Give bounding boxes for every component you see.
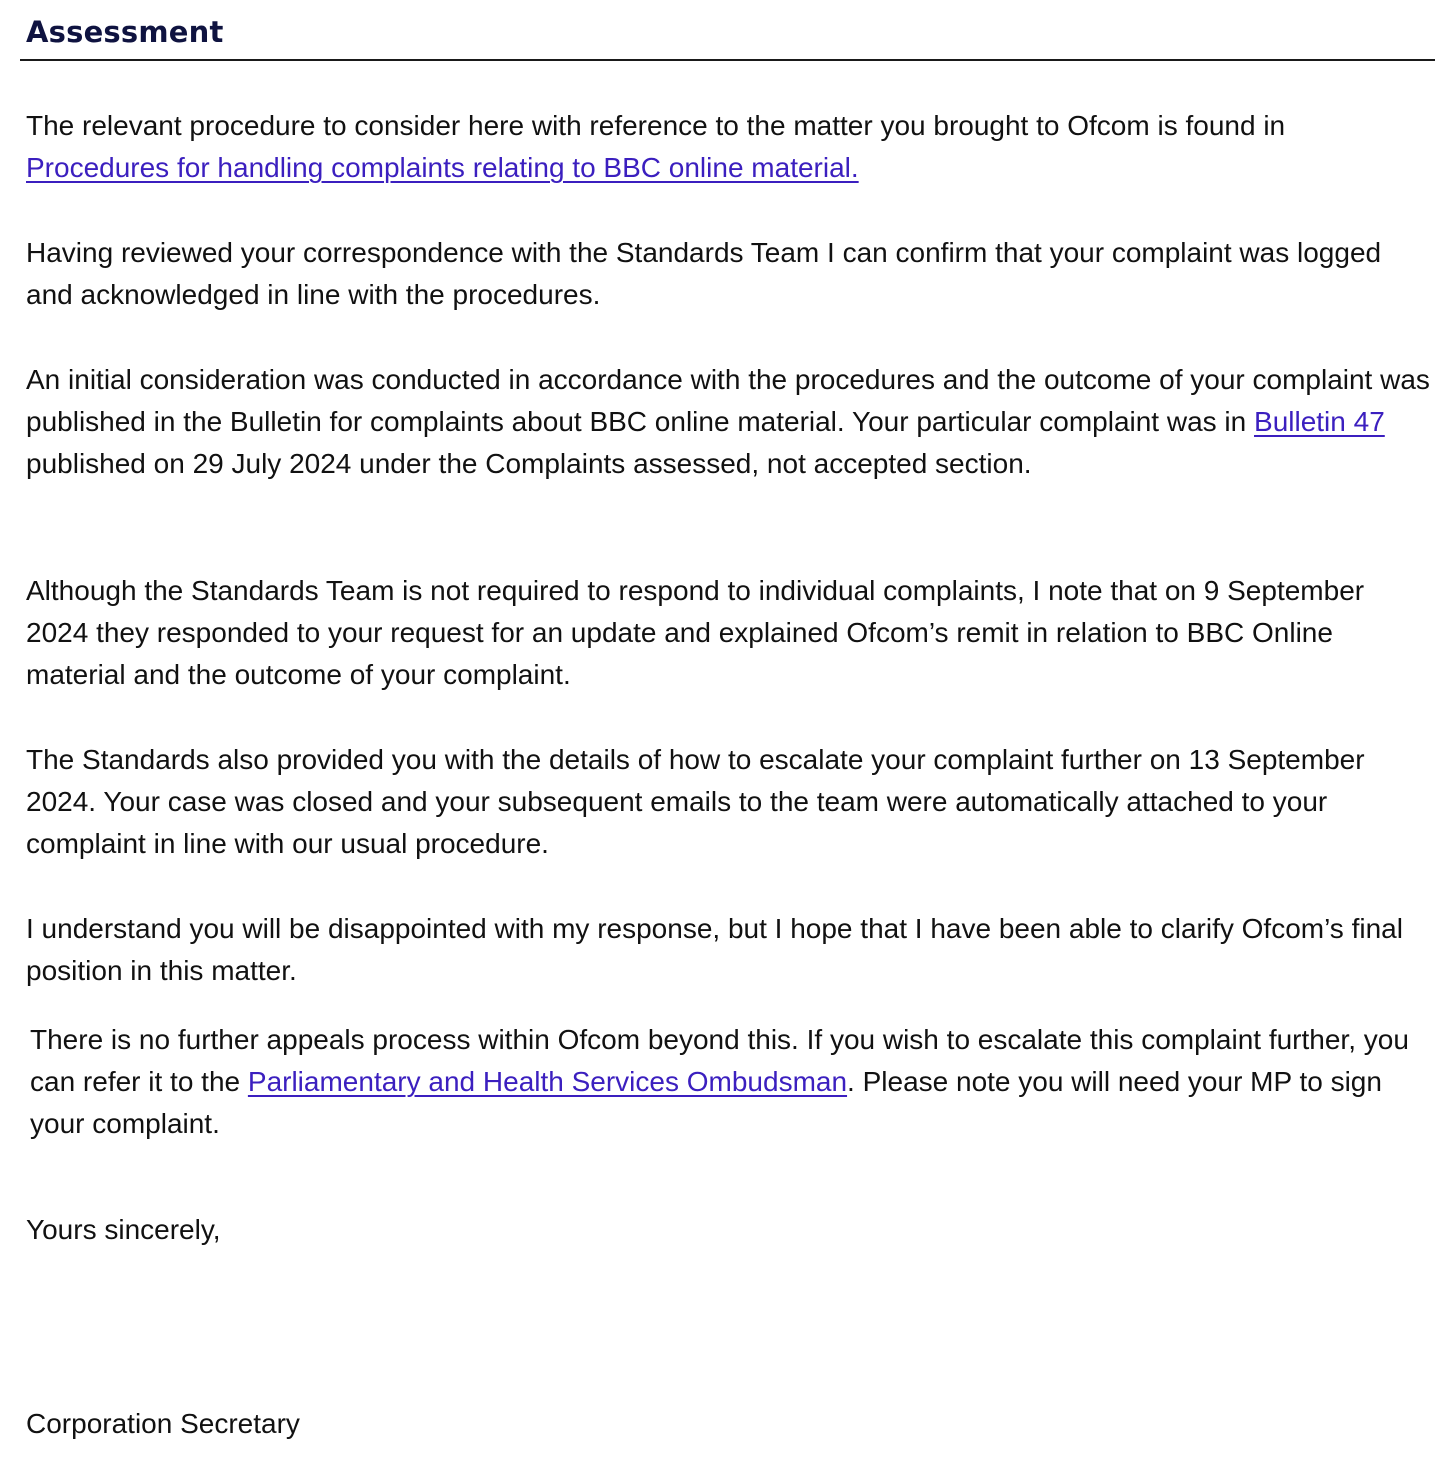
signature-title: Corporation Secretary xyxy=(26,1408,300,1439)
paragraph-ombudsman xyxy=(30,1019,1430,1145)
heading-divider xyxy=(20,59,1435,61)
paragraph-text: . Please note you will need your MP to sign your complaint. xyxy=(30,1066,1382,1139)
closing-salutation: Yours sincerely, xyxy=(26,1214,221,1245)
ombudsman-link[interactable]: Parliamentary and Health Services Ombudsman xyxy=(247,1066,848,1097)
procedures-link[interactable]: Procedures for handling complaints relating to BBC online material. xyxy=(26,152,859,183)
paragraph-initial-consideration xyxy=(26,359,1430,485)
section-heading: Assessment xyxy=(26,15,224,49)
paragraph-text: The relevant procedure to consider here with reference to the matter you brought to Ofcom is found in xyxy=(26,110,1286,141)
paragraph-standards-response: Although the Standards Team is not required to respond to individual complaints, I note that on 9 September 2024 they responded to your request for an update and explained Ofcom’s remit in relation to BBC Online material and the outcome of your complaint. xyxy=(26,575,1365,690)
paragraph-correspondence-review: Having reviewed your correspondence with the Standards Team I can confirm that your complaint was logged and acknowledged in line with the procedures. xyxy=(26,237,1382,310)
paragraph-text: published on 29 July 2024 under the Complaints assessed, not accepted section. xyxy=(26,448,1032,479)
bulletin-47-link[interactable]: Bulletin 47 xyxy=(1254,406,1385,437)
paragraph-text: There is no further appeals process within Ofcom beyond this. If you wish to escalate this complaint further, you can refer it to the xyxy=(30,1024,1409,1097)
paragraph-escalation-details: The Standards also provided you with the details of how to escalate your complaint further on 13 September 2024. Your case was closed and your subsequent emails to the team were automatically attached to your complaint in line with our usual procedure. xyxy=(26,744,1365,859)
paragraph-text: An initial consideration was conducted in accordance with the procedures and the outcome of your complaint was published in the Bulletin for complaints about BBC online material. Your particular complaint was in xyxy=(26,364,1430,437)
paragraph-procedure-reference xyxy=(26,105,1430,189)
paragraph-disappointment: I understand you will be disappointed with my response, but I hope that I have been able to clarify Ofcom’s final position in this matter. xyxy=(26,913,1403,986)
